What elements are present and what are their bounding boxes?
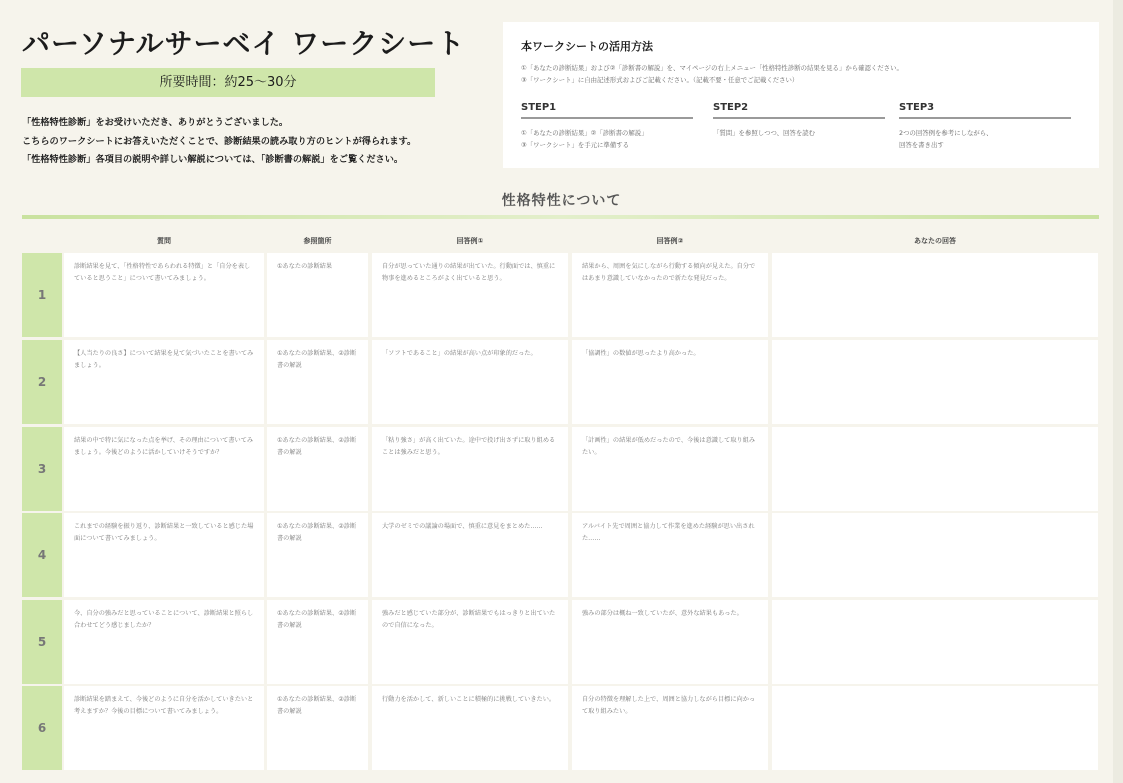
column-header-example-1: 回答例① [456, 237, 484, 245]
question-cell: 今、自分の強みだと思っていることについて、診断結果と照らし合わせてどう感じましたか？ [64, 600, 264, 684]
question-cell: これまでの経験を振り返り、診断結果と一致していると感じた場面について書いてみましょう。 [64, 513, 264, 597]
example-2-cell: アルバイト先で周囲と協力して作業を進めた経験が思い出された…… [572, 513, 768, 597]
usage-line: ③「ワークシート」に自由記述形式およびご記載ください。（記載不要・任意でご記載ください） [521, 76, 799, 84]
step-text: 「質問」を参照しつつ、回答を読む [713, 129, 815, 137]
intro-text [22, 114, 462, 170]
column-header-question: 質問 [157, 237, 171, 245]
row-number: 2 [22, 340, 62, 424]
example-2-cell: 「協調性」の数値が思ったより高かった。 [572, 340, 768, 424]
row-number: 1 [22, 253, 62, 337]
step-text: 2つの回答例を参考にしながら、 回答を書き出す [899, 129, 993, 149]
example-1-cell: 強みだと感じていた部分が、診断結果でもはっきりと出ていたので自信になった。 [372, 600, 568, 684]
row-number: 5 [22, 600, 62, 684]
example-1-cell: 自分が思っていた通りの結果が出ていた。行動面では、慎重に物事を進めるところがよく出ていると思う。 [372, 253, 568, 337]
column-header-your-answer: あなたの回答 [914, 237, 956, 245]
reference-cell: ①あなたの診断結果、②診断書の解説 [267, 686, 368, 770]
example-2-cell: 強みの部分は概ね一致していたが、意外な結果もあった。 [572, 600, 768, 684]
example-1-cell: 行動力を活かして、新しいことに積極的に挑戦していきたい。 [372, 686, 568, 770]
answer-cell[interactable] [772, 427, 1098, 511]
example-1-cell: 「ソフトであること」の結果が高い点が印象的だった。 [372, 340, 568, 424]
example-2-cell: 「計画性」の結果が低めだったので、今後は意識して取り組みたい。 [572, 427, 768, 511]
step-label: STEP2 [713, 102, 885, 119]
section-divider [22, 215, 1099, 219]
step-1 [521, 102, 693, 151]
usage-title: 本ワークシートの活用方法 [521, 40, 653, 53]
section-title: 性格特性について [501, 193, 622, 209]
example-1-cell: 大学のゼミでの議論の場面で、慎重に意見をまとめた…… [372, 513, 568, 597]
intro-line: 「性格特性診断」各項目の説明や詳しい解説については、「診断書の解説」をご覧ください。 [22, 154, 404, 166]
step-label: STEP3 [899, 102, 1071, 119]
answer-cell[interactable] [772, 340, 1098, 424]
usage-box [503, 22, 1099, 168]
page-edge [1113, 0, 1123, 783]
column-header-reference: 参照箇所 [303, 237, 332, 245]
answer-cell[interactable] [772, 513, 1098, 597]
row-number: 6 [22, 686, 62, 770]
answer-cell[interactable] [772, 686, 1098, 770]
column-header-example-2: 回答例② [656, 237, 684, 245]
usage-line: ①「あなたの診断結果」および②「診断書の解説」を、マイページの右上メニュー「性格特性診断の結果を見る」から確認ください。 [521, 64, 903, 72]
answer-cell[interactable] [772, 253, 1098, 337]
time-required-banner: 所要時間：約25～30分 [21, 68, 435, 97]
reference-cell: ①あなたの診断結果、②診断書の解説 [267, 600, 368, 684]
step-3 [899, 102, 1071, 151]
row-number: 4 [22, 513, 62, 597]
question-cell: 結果の中で特に気になった点を挙げ、その理由について書いてみましょう。今後どのように活かしていけそうですか？ [64, 427, 264, 511]
answer-cell[interactable] [772, 600, 1098, 684]
question-cell: 診断結果を見て、「性格特性であらわれる特徴」と「自分を表していると思うこと」について書いてみましょう。 [64, 253, 264, 337]
step-label: STEP1 [521, 102, 693, 119]
question-cell: 【人当たりの良さ】について結果を見て気づいたことを書いてみましょう。 [64, 340, 264, 424]
reference-cell: ①あなたの診断結果、②診断書の解説 [267, 513, 368, 597]
step-text: ①「あなたの診断結果」②「診断書の解説」 ③「ワークシート」を手元に準備する [521, 129, 648, 149]
reference-cell: ①あなたの診断結果、②診断書の解説 [267, 427, 368, 511]
example-2-cell: 自分の特徴を理解した上で、周囲と協力しながら目標に向かって取り組みたい。 [572, 686, 768, 770]
intro-line: 「性格特性診断」をお受けいただき、ありがとうございました。 [22, 117, 289, 128]
page-title: パーソナルサーベイ ワークシート [22, 27, 466, 60]
reference-cell: ①あなたの診断結果、②診断書の解説 [267, 340, 368, 424]
row-number: 3 [22, 427, 62, 511]
step-2 [713, 102, 885, 139]
question-cell: 診断結果を踏まえて、今後どのように自分を活かしていきたいと考えますか？今後の目標について書いてみましょう。 [64, 686, 264, 770]
example-2-cell: 結果から、周囲を気にしながら行動する傾向が見えた。自分ではあまり意識していなかったので新たな発見だった。 [572, 253, 768, 337]
reference-cell: ①あなたの診断結果 [267, 253, 368, 337]
example-1-cell: 「粘り強さ」が高く出ていた。途中で投げ出さずに取り組めることは強みだと思う。 [372, 427, 568, 511]
intro-line: こちらのワークシートにお答えいただくことで、診断結果の読み取り方のヒントが得られます。 [22, 135, 417, 147]
